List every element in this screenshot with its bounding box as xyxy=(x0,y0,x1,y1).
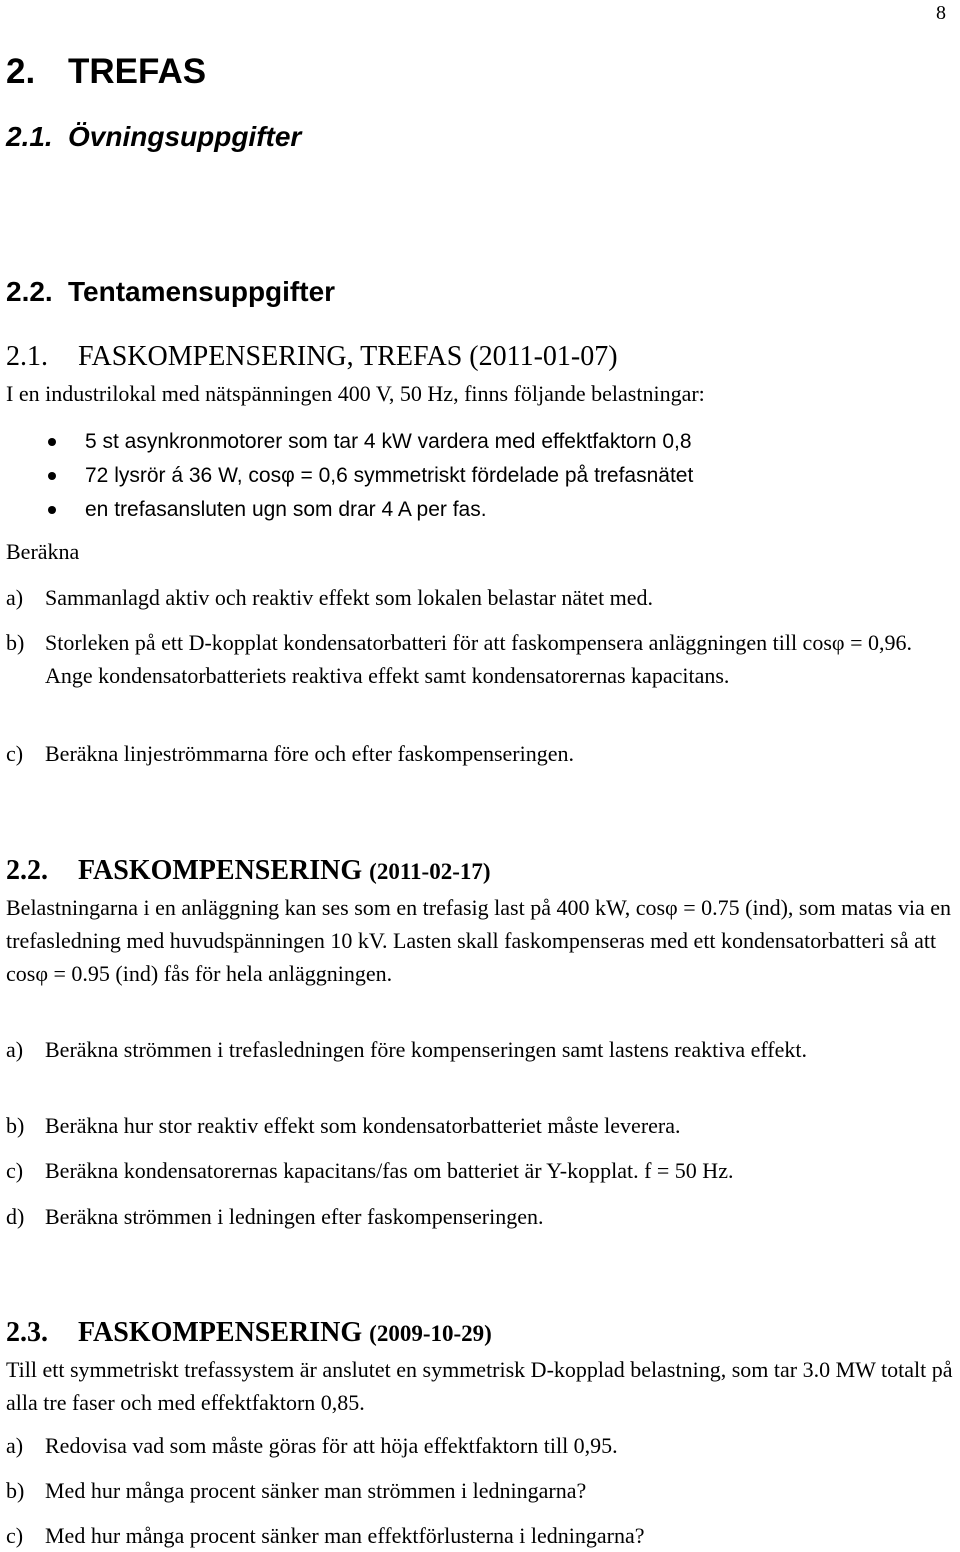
task3-part-c xyxy=(6,1519,956,1552)
part-text: Redovisa vad som måste göras för att höja effektfaktorn till 0,95. xyxy=(45,1433,618,1458)
list-item xyxy=(46,493,693,527)
task1-number: 2.1. xyxy=(6,341,48,372)
part-label: d) xyxy=(6,1204,25,1229)
part-label: c) xyxy=(6,1523,24,1548)
task2-part-c xyxy=(6,1154,956,1187)
part-label: a) xyxy=(6,585,24,610)
list-item xyxy=(46,425,693,459)
task3-number: 2.3. xyxy=(6,1317,48,1348)
part-text: Storleken på ett D-kopplat kondensatorbatteri för att faskompensera anläggningen till cosφ = 0,96. Ange kondensatorbatteriets reaktiva effekt samt kondensatorernas kapacitans. xyxy=(45,630,912,688)
part-text: Med hur många procent sänker man strömmen i ledningarna? xyxy=(45,1478,587,1503)
part-label: b) xyxy=(6,1478,25,1503)
task1-intro: I en industrilokal med nätspänningen 400 V, 50 Hz, finns följande belastningar: xyxy=(6,381,705,406)
section-title: Övningsuppgifter xyxy=(68,121,302,152)
section-heading-ovning xyxy=(6,121,301,153)
part-text: Med hur många procent sänker man effektförlusterna i ledningarna? xyxy=(45,1523,645,1548)
part-label: c) xyxy=(6,1158,24,1183)
part-label: a) xyxy=(6,1037,24,1062)
list-item xyxy=(46,459,693,493)
list-item-text: 5 st asynkronmotorer som tar 4 kW vardera med effektfaktorn 0,8 xyxy=(85,430,692,453)
task2-date: (2011-02-17) xyxy=(369,859,491,884)
task1-load-list xyxy=(46,425,693,527)
task3-intro: Till ett symmetriskt trefassystem är anslutet en symmetrisk D-kopplad belastning, som tar 3.0 MW totalt på alla tre faser och med effektfaktorn 0,85. xyxy=(6,1357,953,1415)
part-label: b) xyxy=(6,1113,25,1138)
section-title: Tentamensuppgifter xyxy=(68,276,336,307)
task2-number: 2.2. xyxy=(6,855,48,886)
task3-part-b xyxy=(6,1474,956,1507)
task2-heading xyxy=(6,855,491,887)
task1-part-a xyxy=(6,581,956,614)
task2-intro: Belastningarna i en anläggning kan ses som en trefasig last på 400 kW, cosφ = 0.75 (ind), som matas via en trefasledning med huvudspänningen 10 kV. Lasten skall faskompenseras med ett kondensatorbatteri så att cosφ = 0.95 (ind) fås för hela anläggningen. xyxy=(6,895,952,986)
section-number: 2.1. xyxy=(6,121,53,152)
bullet-icon xyxy=(48,506,56,514)
chapter-number: 2. xyxy=(6,52,36,91)
part-label: a) xyxy=(6,1433,24,1458)
list-item-text: en trefasansluten ugn som drar 4 A per fas. xyxy=(85,498,487,521)
task1-title: FASKOMPENSERING, TREFAS (2011-01-07) xyxy=(78,341,618,372)
task3-date: (2009-10-29) xyxy=(369,1321,492,1346)
task2-part-a xyxy=(6,1033,956,1066)
bullet-icon xyxy=(48,438,56,446)
part-text: Beräkna strömmen i ledningen efter faskompenseringen. xyxy=(45,1204,544,1229)
task3-heading xyxy=(6,1317,492,1349)
task1-part-c xyxy=(6,737,956,770)
part-label: c) xyxy=(6,741,24,766)
part-text: Beräkna strömmen i trefasledningen före kompenseringen samt lastens reaktiva effekt. xyxy=(45,1037,807,1062)
page-number: 8 xyxy=(936,2,946,24)
task1-heading xyxy=(6,341,618,373)
task2-part-d xyxy=(6,1200,956,1233)
task2-title: FASKOMPENSERING xyxy=(78,855,363,886)
chapter-title: TREFAS xyxy=(68,52,207,91)
task3-part-a xyxy=(6,1429,956,1462)
task1-compute-label: Beräkna xyxy=(6,539,80,564)
part-label: b) xyxy=(6,630,25,655)
list-item-text: 72 lysrör á 36 W, cosφ = 0,6 symmetriskt fördelade på trefasnätet xyxy=(85,464,694,487)
part-text: Beräkna kondensatorernas kapacitans/fas om batteriet är Y-kopplat. f = 50 Hz. xyxy=(45,1158,734,1183)
task1-part-b xyxy=(6,626,956,692)
part-text: Sammanlagd aktiv och reaktiv effekt som lokalen belastar nätet med. xyxy=(45,585,654,610)
chapter-heading xyxy=(6,52,206,92)
part-text: Beräkna linjeströmmarna före och efter faskompenseringen. xyxy=(45,741,575,766)
task2-part-b xyxy=(6,1109,956,1142)
section-heading-tentamen xyxy=(6,276,335,308)
section-number: 2.2. xyxy=(6,276,53,307)
bullet-icon xyxy=(48,472,56,480)
part-text: Beräkna hur stor reaktiv effekt som kondensatorbatteriet måste leverera. xyxy=(45,1113,681,1138)
task3-title: FASKOMPENSERING xyxy=(78,1317,363,1348)
